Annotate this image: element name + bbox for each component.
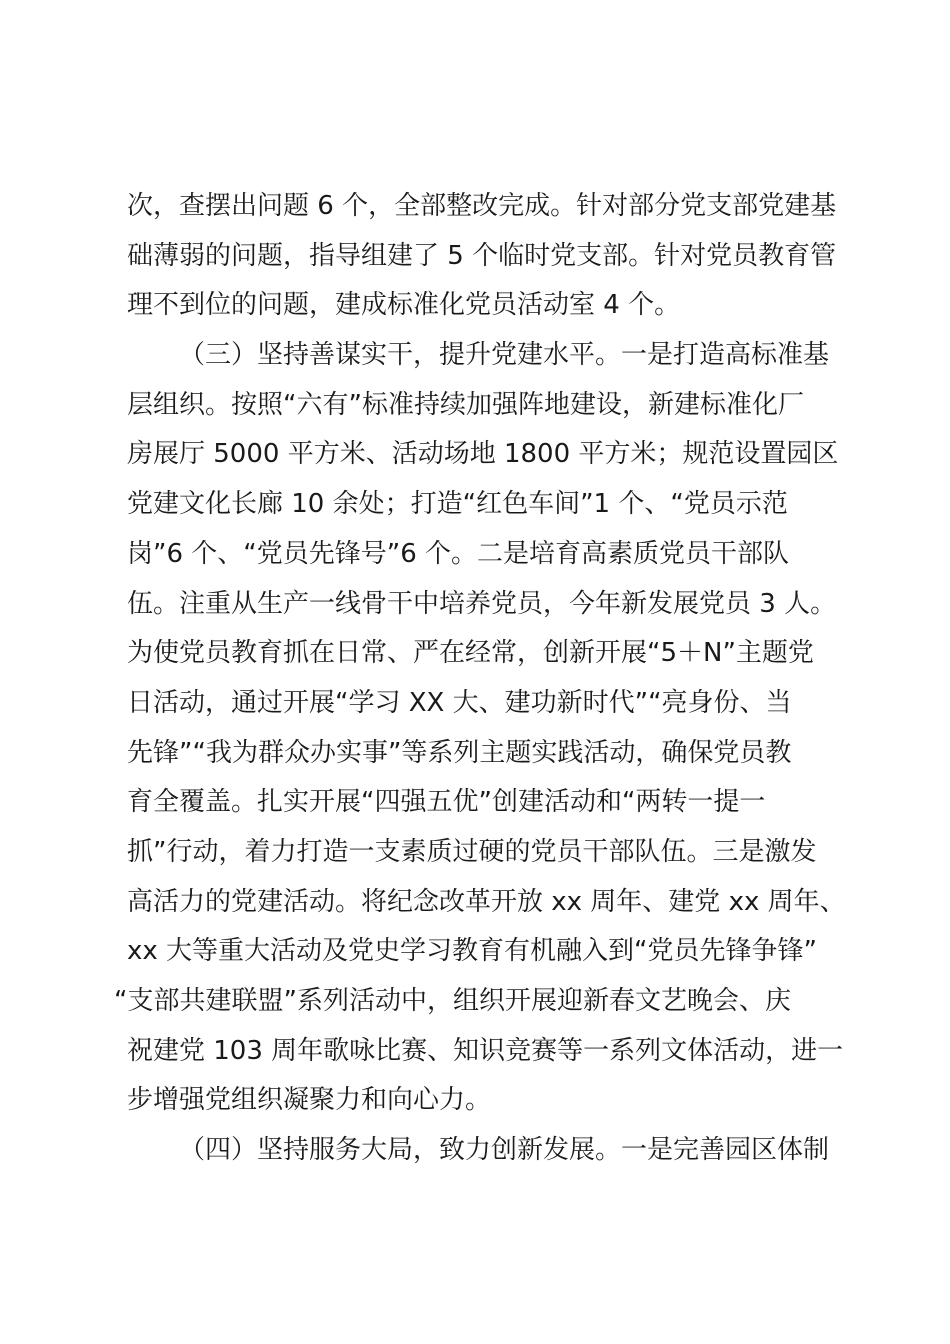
text-line: 步增强党组织凝聚力和向心力。 [127, 1085, 492, 1116]
text-line: 抓”行动，着力打造一支素质过硬的党员干部队伍。三是激发 [127, 836, 817, 867]
text-line: 次，查摆出问题 6 个，全部整改完成。针对部分党支部党建基 [127, 191, 837, 221]
text-line: 祝建党 103 周年歌咏比赛、知识竞赛等一系列文体活动，进一 [127, 1035, 844, 1066]
text-line: “支部共建联盟”系列活动中，组织开展迎新春文艺晚会、庆 [114, 986, 791, 1016]
text-line: 先锋”“我为群众办实事”等系列主题实践活动，确保党员教 [127, 737, 792, 768]
text-line: xx 大等重大活动及党史学习教育有机融入到“党员先锋争锋” [127, 936, 817, 967]
text-line: 为使党员教育抓在日常、严在经常，创新开展“5＋N”主题党 [127, 638, 814, 669]
text-line: 础薄弱的问题，指导组建了 5 个临时党支部。针对党员教育管 [127, 240, 837, 271]
text-line: 高活力的党建活动。将纪念改革开放 xx 周年、建党 xx 周年、 [127, 886, 846, 917]
text-line: 日活动，通过开展“学习 XX 大、建功新时代”“亮身份、当 [127, 687, 792, 718]
text-line: 层组织。按照“六有”标准持续加强阵地建设，新建标准化厂 [127, 389, 804, 420]
text-line: 伍。注重从生产一线骨干中培养党员，今年新发展党员 3 人。 [127, 588, 837, 619]
text-line: 理不到位的问题，建成标准化党员活动室 4 个。 [127, 290, 681, 321]
section-heading-line: （四）坚持服务大局，致力创新发展。一是完善园区体制 [179, 1135, 830, 1166]
text-line: 岗”6 个、“党员先锋号”6 个。二是培育高素质党员干部队 [127, 538, 790, 569]
body-text [114, 182, 847, 1176]
section-heading-line: （三）坚持善谋实干，提升党建水平。一是打造高标准基 [179, 340, 830, 371]
text-line: 育全覆盖。扎实开展“四强五优”创建活动和“两转一提一 [127, 787, 766, 818]
text-line: 党建文化长廊 10 余处；打造“红色车间”1 个、“党员示范 [127, 489, 788, 520]
text-line: 房展厅 5000 平方米、活动场地 1800 平方米；规范设置园区 [127, 439, 839, 470]
